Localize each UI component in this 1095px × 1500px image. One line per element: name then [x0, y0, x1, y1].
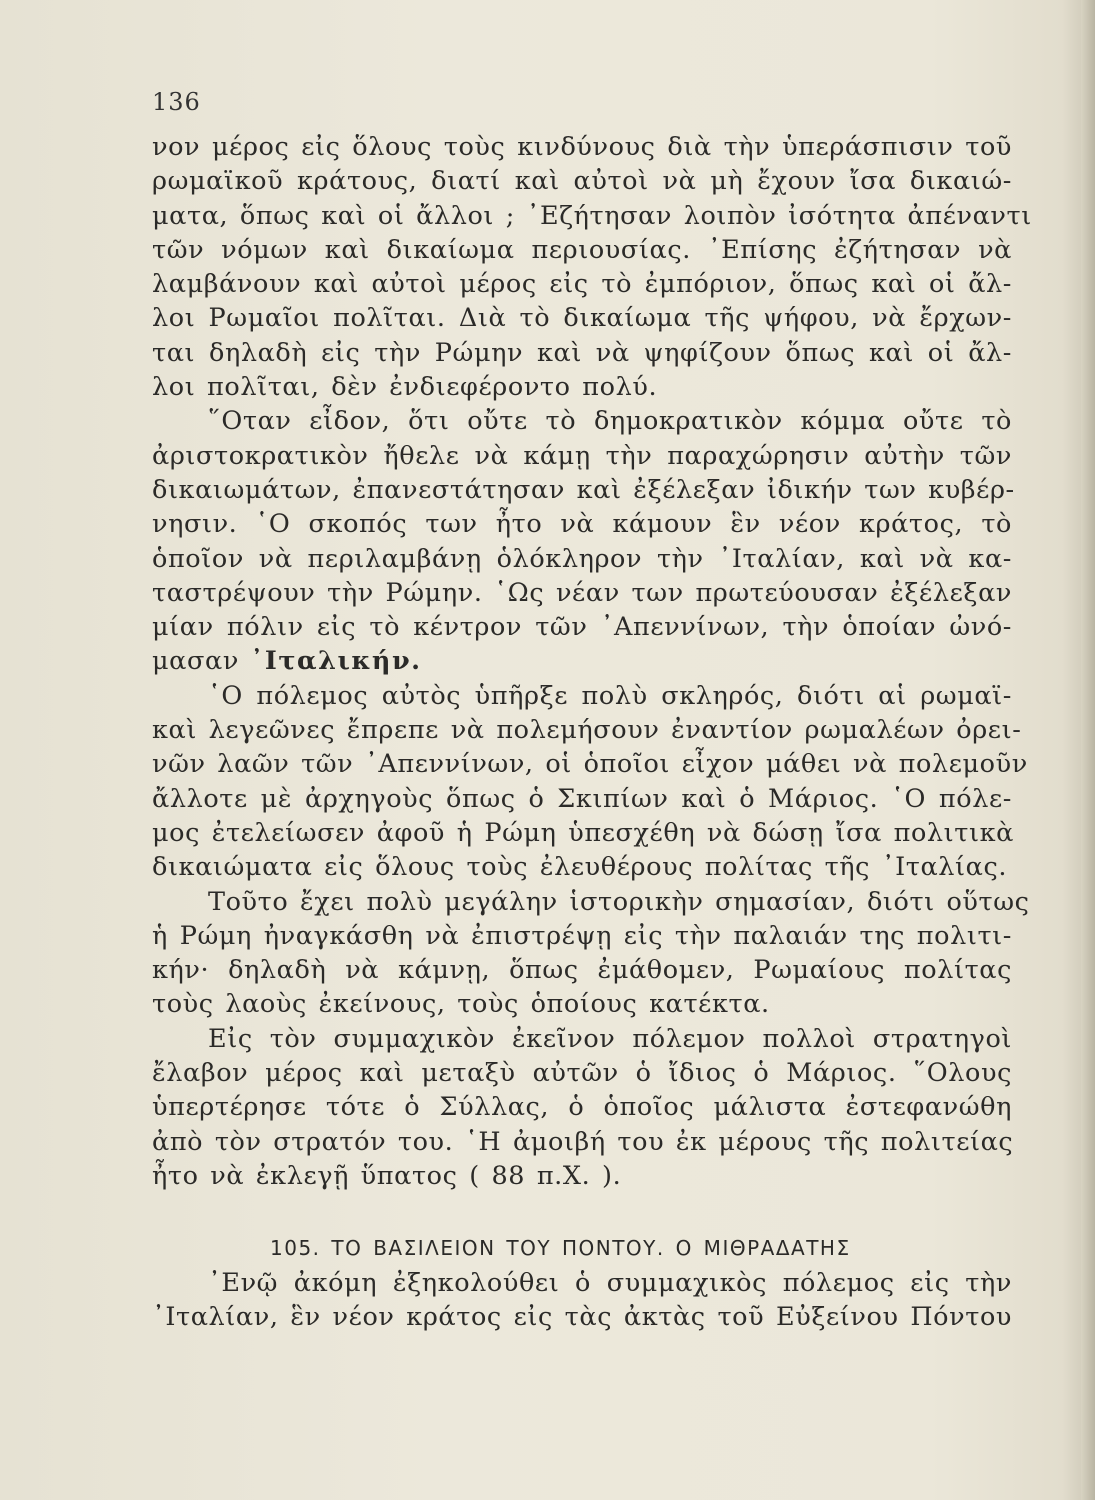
- line-prefix: μασαν: [152, 646, 251, 677]
- page-number: 136: [152, 88, 201, 116]
- text-line: νῶν λαῶν τῶν ᾿Απεννίνων, οἱ ὁποῖοι εἶχον μάθει νὰ πολεμοῦν: [152, 749, 1028, 780]
- text-line: δικαιωμάτων, ἐπανεστάτησαν καὶ ἐξέλεξαν ἰδικήν των κυβέρ-: [152, 474, 1015, 505]
- body-text: [152, 130, 1032, 1334]
- text-line: τῶν νόμων καὶ δικαίωμα περιουσίας. ᾿Επίσης ἐζήτησαν νὰ: [152, 234, 1012, 265]
- text-line: ματα, ὅπως καὶ οἱ ἄλλοι ; ᾿Εζήτησαν λοιπὸν ἰσότητα ἀπέναντι: [152, 200, 1032, 231]
- section-heading: 105. ΤΟ ΒΑΣΙΛΕΙΟΝ ΤΟΥ ΠΟΝΤΟΥ. Ο ΜΙΘΡΑΔΑΤΗΣ: [270, 1236, 851, 1261]
- text-line: λαμβάνουν καὶ αὐτοὶ μέρος εἰς τὸ ἐμπόριον, ὅπως καὶ οἱ ἄλ-: [152, 269, 1012, 300]
- text-line: Εἰς τὸν συμμαχικὸν ἐκεῖνον πόλεμον πολλοὶ στρατηγοὶ: [208, 1023, 1012, 1054]
- emphasized-word: ᾿Ιταλικήν.: [250, 646, 422, 677]
- text-line: ἀριστοκρατικὸν ἤθελε νὰ κάμῃ τὴν παραχώρησιν αὐτὴν τῶν: [152, 440, 1012, 471]
- text-line: κήν· δηλαδὴ νὰ κάμνῃ, ὅπως ἐμάθομεν, Ρωμαίους πολίτας: [152, 955, 1012, 986]
- text-line: ταστρέψουν τὴν Ρώμην. ῾Ως νέαν των πρωτεύουσαν ἐξέλεξαν: [152, 577, 1012, 608]
- text-line: ται δηλαδὴ εἰς τὴν Ρώμην καὶ νὰ ψηφίζουν ὅπως καὶ οἱ ἄλ-: [152, 337, 1012, 368]
- text-line: μίαν πόλιν εἰς τὸ κέντρον τῶν ᾿Απεννίνων, τὴν ὁποίαν ὠνό-: [152, 612, 1012, 643]
- text-line: καὶ λεγεῶνες ἔπρεπε νὰ πολεμήσουν ἐναντίον ρωμαλέων ὀρει-: [152, 715, 1022, 746]
- text-line: [152, 644, 1012, 678]
- text-line: ἄλλοτε μὲ ἀρχηγοὺς ὅπως ὁ Σκιπίων καὶ ὁ Μάριος. ῾Ο πόλε-: [152, 783, 1012, 814]
- text-line: ἀπὸ τὸν στρατόν του. ῾Η ἀμοιβή του ἐκ μέρους τῆς πολιτείας: [152, 1126, 1014, 1157]
- text-line: ὁποῖον νὰ περιλαμβάνῃ ὁλόκληρον τὴν ᾿Ιταλίαν, καὶ νὰ κα-: [152, 543, 1012, 574]
- text-line: λοι πολῖται, δὲν ἐνδιεφέροντο πολύ.: [152, 372, 658, 403]
- text-line: ἦτο νὰ ἐκλεγῇ ὕπατος ( 88 π.Χ. ).: [152, 1160, 622, 1191]
- text-line: ρωμαϊκοῦ κράτους, διατί καὶ αὐτοὶ νὰ μὴ ἔχουν ἴσα δικαιώ-: [152, 166, 1012, 197]
- text-line: λοι Ρωμαῖοι πολῖται. Διὰ τὸ δικαίωμα τῆς ψήφου, νὰ ἔρχων-: [152, 303, 1012, 334]
- text-line: ᾿Ενῷ ἀκόμη ἐξηκολούθει ὁ συμμαχικὸς πόλεμος εἰς τὴν: [208, 1267, 1012, 1298]
- text-line: ᾿Ιταλίαν, ἓν νέον κράτος εἰς τὰς ἀκτὰς τοῦ Εὐξείνου Πόντου: [152, 1301, 1012, 1332]
- text-line: ἡ Ρώμη ἠναγκάσθη νὰ ἐπιστρέψῃ εἰς τὴν παλαιάν της πολιτι-: [152, 920, 1012, 951]
- text-line: δικαιώματα εἰς ὅλους τοὺς ἐλευθέρους πολίτας τῆς ᾿Ιταλίας.: [152, 852, 1008, 883]
- text-line: ὑπερτέρησε τότε ὁ Σύλλας, ὁ ὁποῖος μάλιστα ἐστεφανώθη: [152, 1092, 1012, 1123]
- text-line: ῾Ο πόλεμος αὐτὸς ὑπῆρξε πολὺ σκληρός, διότι αἱ ρωμαϊ-: [208, 680, 1012, 711]
- text-line: νον μέρος εἰς ὅλους τοὺς κινδύνους διὰ τὴν ὑπεράσπισιν τοῦ: [152, 132, 1012, 162]
- page-edge-shadow: [1081, 0, 1095, 1500]
- text-line: ῞Οταν εἶδον, ὅτι οὔτε τὸ δημοκρατικὸν κόμμα οὔτε τὸ: [208, 406, 1012, 437]
- text-line: μος ἐτελείωσεν ἀφοῦ ἡ Ρώμη ὑπεσχέθη νὰ δώσῃ ἴσα πολιτικὰ: [152, 817, 1014, 848]
- text-line: Τοῦτο ἔχει πολὺ μεγάλην ἱστορικὴν σημασίαν, διότι οὕτως: [208, 886, 1030, 917]
- text-line: νησιν. ῾Ο σκοπός των ἦτο νὰ κάμουν ἓν νέον κράτος, τὸ: [152, 509, 1012, 540]
- text-line: τοὺς λαοὺς ἐκείνους, τοὺς ὁποίους κατέκτα.: [152, 989, 770, 1020]
- text-line: ἔλαβον μέρος καὶ μεταξὺ αὐτῶν ὁ ἴδιος ὁ Μάριος. ῞Ολους: [152, 1058, 1012, 1089]
